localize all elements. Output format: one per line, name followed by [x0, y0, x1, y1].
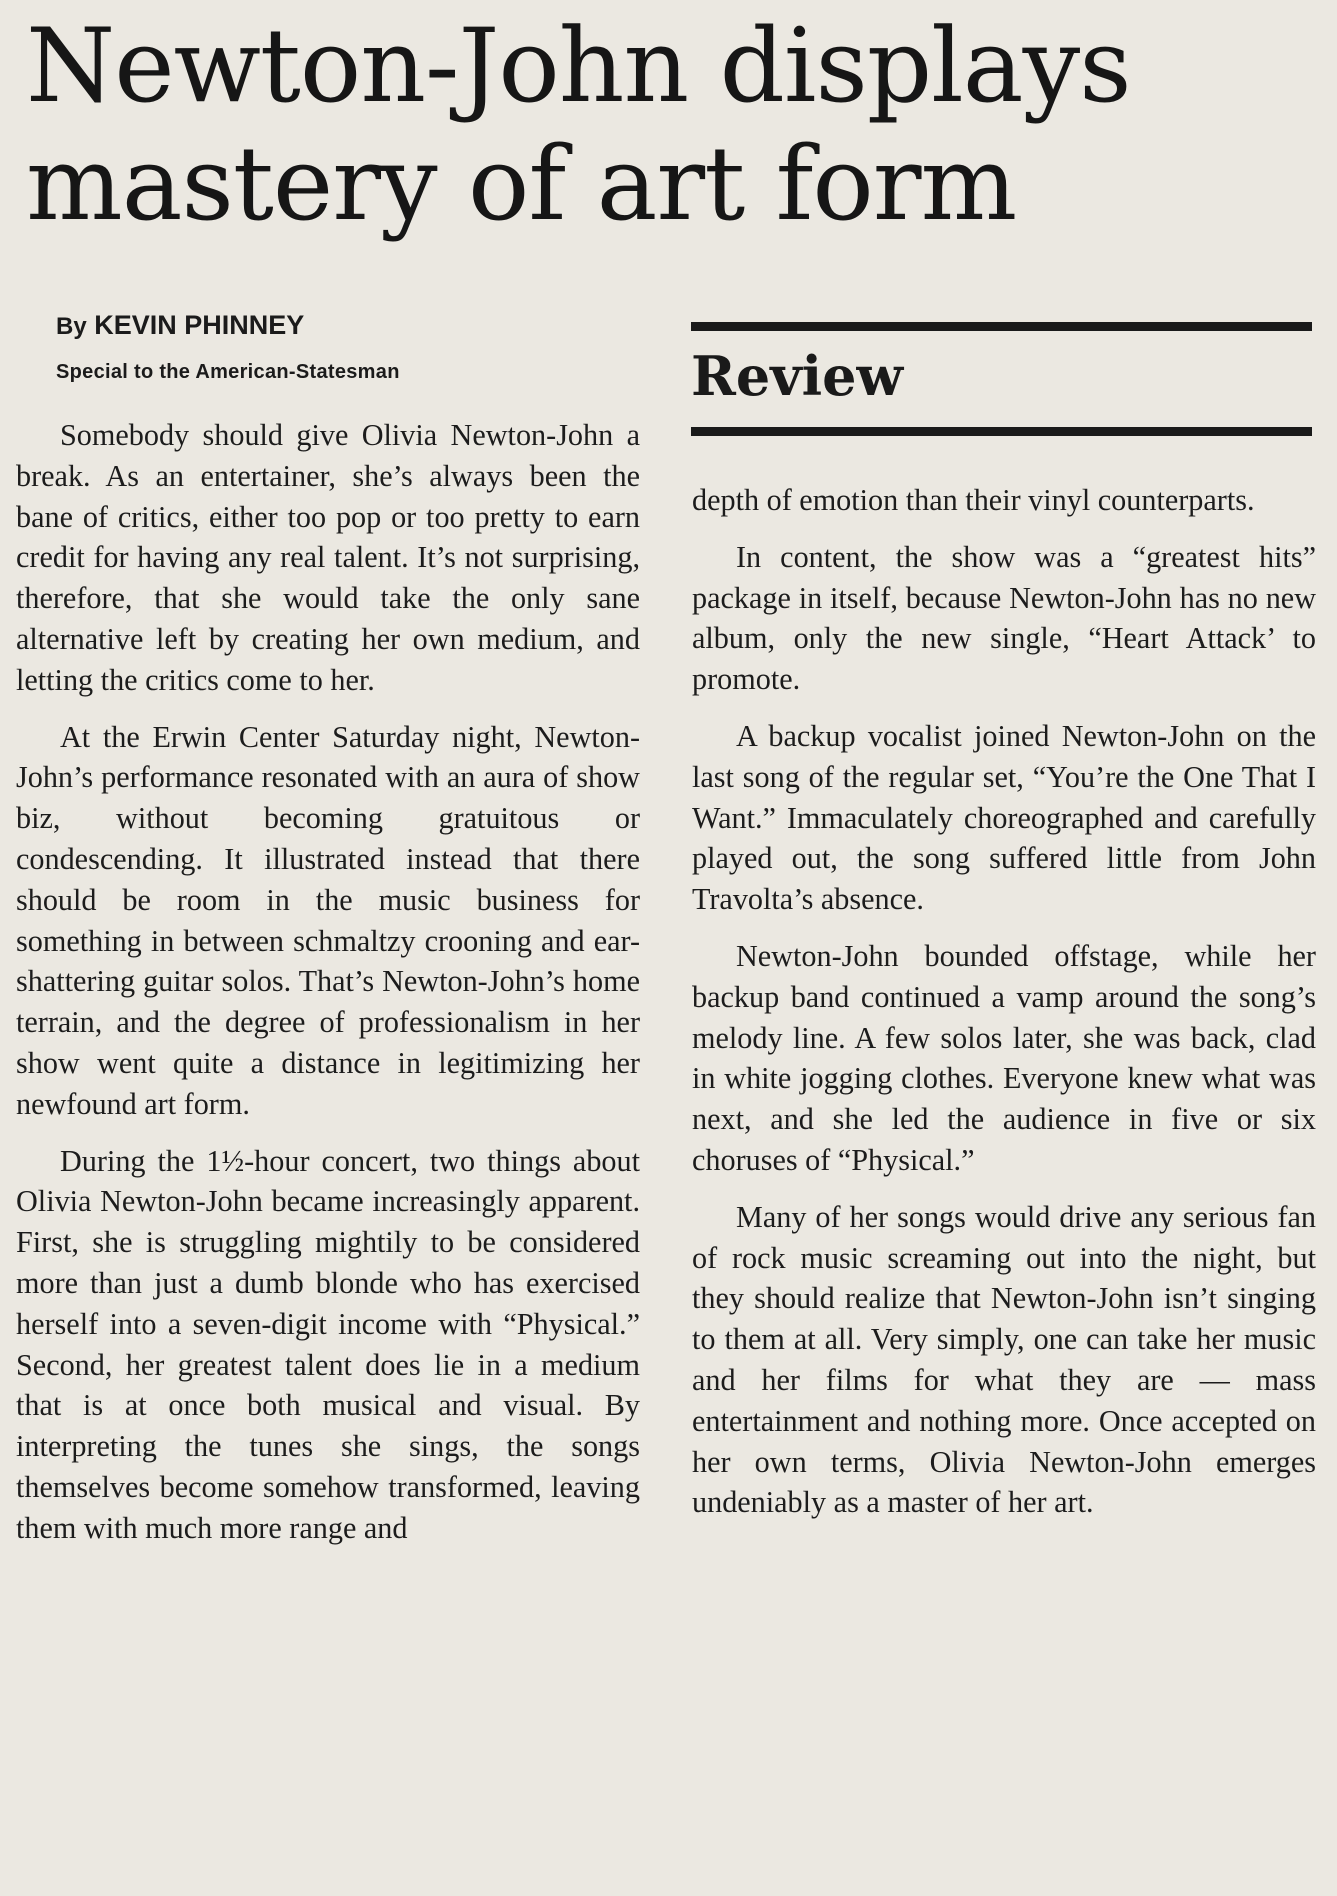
paragraph: Somebody should give Olivia Newton-John a break. As an entertainer, she’s always been the bane of critics, either too pop or too pretty to earn credit for having any real talent. It’s not surprising, therefore, that she would take the only sane alternative left by creating her own medium, and letting the critics come to her. — [16, 418, 640, 697]
review-bottom-rule — [691, 427, 1312, 436]
review-top-rule — [691, 322, 1312, 331]
article-column-left — [16, 415, 640, 1565]
paragraph: During the 1½-hour concert, two things about Olivia Newton-John became increasingly apparent. First, she is struggling mightily to be considered more than just a dumb blonde who has exercised herself into a seven-digit income with “Physical.” Second, her greatest talent does lie in a medium that is at once both musical and visual. By interpreting the tunes she sings, the songs themselves become somehow transformed, leaving them with much more range and — [16, 1143, 640, 1545]
paragraph-continuation: depth of emotion than their vinyl counterparts. — [692, 483, 1255, 517]
article-column-right — [692, 480, 1316, 1539]
byline-prefix: By — [56, 313, 87, 340]
byline-credit: Special to the American-Statesman — [56, 361, 400, 383]
paragraph: In content, the show was a “greatest hits” package in itself, because Newton-John has no new album, only the new single, “Heart Attack’ to promote. — [692, 539, 1316, 697]
paragraph: Newton-John bounded offstage, while her backup band continued a vamp around the song’s melody line. A few solos later, she was back, clad in white jogging clothes. Everyone knew what was next, and she led the audience in five or six choruses of “Physical.” — [692, 938, 1316, 1177]
byline — [56, 309, 304, 343]
headline-line-2: mastery of art form — [26, 125, 1017, 244]
section-label: Review — [691, 344, 903, 408]
headline-line-1: Newton-John displays — [26, 7, 1131, 126]
byline-author: KEVIN PHINNEY — [94, 310, 305, 340]
paragraph: A backup vocalist joined Newton-John on the last song of the regular set, “You’re the One That I Want.” Immaculately choreographed and carefully played out, the song suffered little from John Travolta’s absence. — [692, 718, 1316, 917]
paragraph: Many of her songs would drive any serious fan of rock music screaming out into the night, but they should realize that Newton-John isn’t singing to them at all. Very simply, one can take her music and her films for what they are — mass entertainment and nothing more. Once accepted on her own terms, Olivia Newton-John emerges undeniably as a master of her art. — [692, 1199, 1316, 1520]
paragraph: At the Erwin Center Saturday night, Newton-John’s performance resonated with an aura of show biz, without becoming gratuitous or condescending. It illustrated instead that there should be room in the music business for something in between schmaltzy crooning and ear-shattering guitar solos. That’s Newton-John’s home terrain, and the degree of professionalism in her show went quite a distance in legitimizing her newfound art form. — [16, 719, 640, 1121]
headline — [26, 8, 1316, 244]
